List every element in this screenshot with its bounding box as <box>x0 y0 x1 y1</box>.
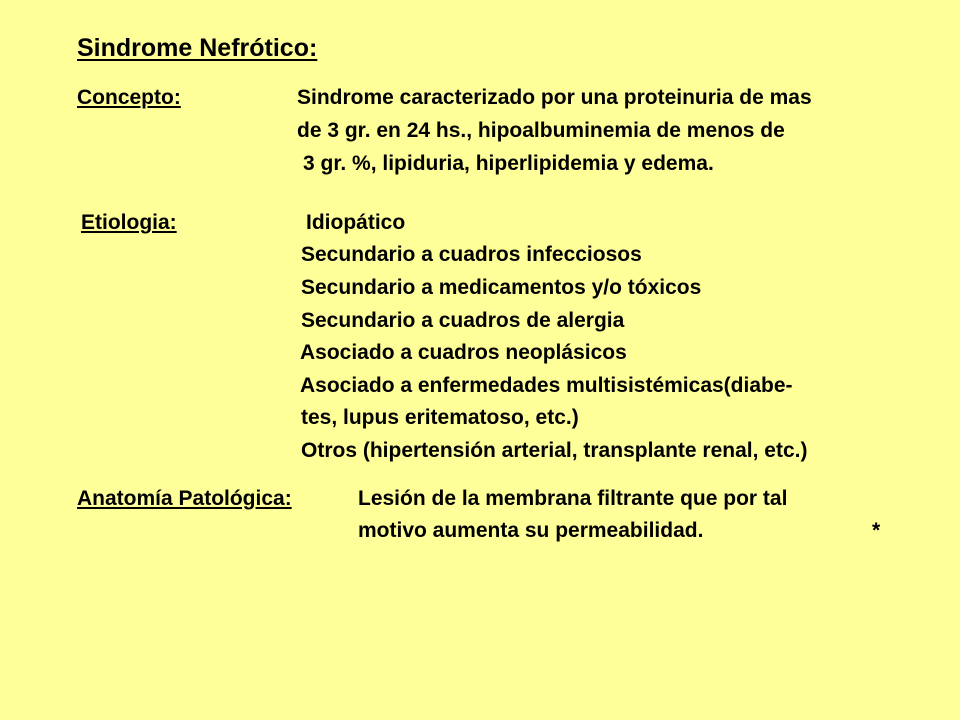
etiologia-item: Secundario a medicamentos y/o tóxicos <box>301 276 702 299</box>
concepto-line: 3 gr. %, lipiduria, hiperlipidemia y edema. <box>303 152 714 175</box>
etiologia-item: Asociado a enfermedades multisistémicas(diabe- <box>300 374 793 397</box>
slide-title: Sindrome Nefrótico: <box>77 34 318 62</box>
etiologia-item: Secundario a cuadros infecciosos <box>301 243 642 266</box>
concepto-label: Concepto: <box>77 86 181 109</box>
etiologia-item: Secundario a cuadros de alergia <box>301 309 625 332</box>
etiologia-label: Etiologia: <box>81 211 177 234</box>
anatomia-label: Anatomía Patológica: <box>77 487 292 510</box>
etiologia-item: Asociado a cuadros neoplásicos <box>300 341 627 364</box>
anatomia-line: motivo aumenta su permeabilidad. <box>358 519 704 542</box>
etiologia-item: tes, lupus eritematoso, etc.) <box>301 406 579 429</box>
anatomia-line: Lesión de la membrana filtrante que por tal <box>358 487 788 510</box>
concepto-line: Sindrome caracterizado por una proteinuria de mas <box>297 86 812 109</box>
concepto-line: de 3 gr. en 24 hs., hipoalbuminemia de menos de <box>297 119 785 142</box>
asterisk-marker: * <box>872 519 881 542</box>
etiologia-item: Otros (hipertensión arterial, transplante renal, etc.) <box>301 439 808 462</box>
etiologia-item: Idiopático <box>306 211 406 234</box>
